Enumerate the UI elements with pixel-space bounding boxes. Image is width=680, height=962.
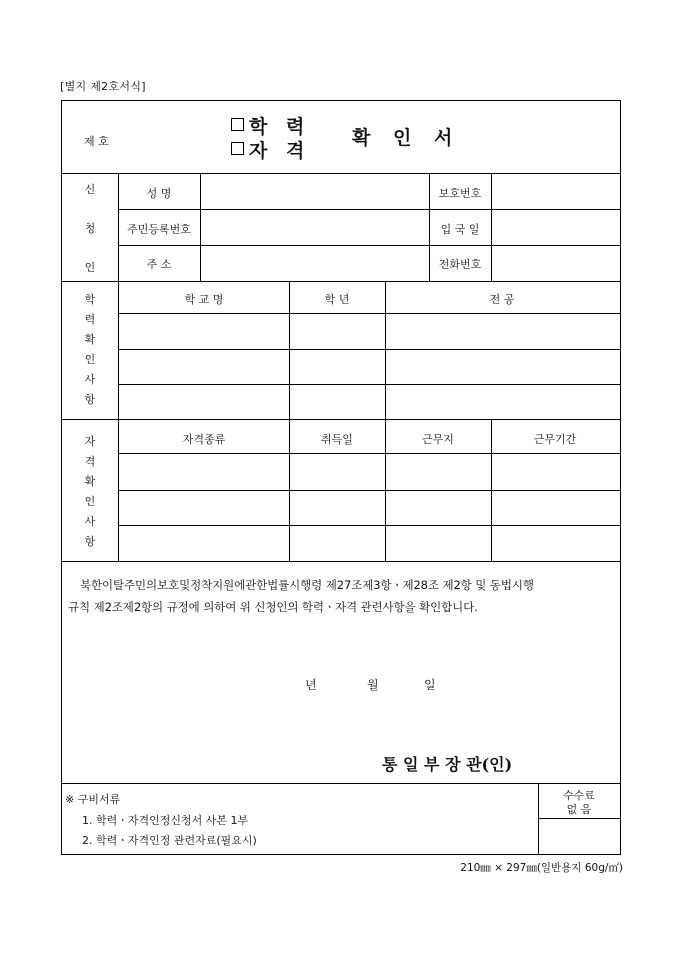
grade-header: 학 년 [324,293,350,306]
address-field[interactable] [201,246,428,280]
education-checkbox[interactable] [231,118,244,131]
protection-number-field[interactable] [492,174,619,208]
work-period-header: 근무기간 [533,433,577,446]
qualification-side-label-3: 확 [84,475,96,488]
confirmation-statement [68,574,616,618]
fee-label: 수수료 [563,789,595,802]
qualification-option-label: 자 격 [249,140,311,162]
id-number-label: 주민등록번호 [127,223,191,236]
date-day-label: 일 [424,678,436,692]
required-documents-title: ※ 구비서류 [65,793,121,806]
qualification-side-label-1: 자 [84,435,96,448]
education-side-label-5: 사 [84,373,96,386]
form-frame [61,100,621,855]
education-option-label: 학 력 [249,116,311,138]
date-month-label: 월 [367,678,379,692]
address-label: 주 소 [146,258,172,271]
workplace-header: 근무지 [422,433,454,446]
acquired-date-header: 취득일 [321,433,353,446]
education-side-label-4: 인 [84,353,96,366]
name-field[interactable] [201,174,428,208]
protection-number-label: 보호번호 [438,187,482,200]
document-title: 확 인 서 [352,127,461,149]
statement-line-2: 규칙 제2조제2항의 규정에 의하여 위 신청인의 학력ㆍ자격 관련사항을 확인합니다. [68,600,478,614]
required-document-item-2: 2. 학력ㆍ자격인정 관련자료(필요시) [82,834,257,847]
entry-date-field[interactable] [492,210,619,244]
qualification-side-label-4: 인 [84,495,96,508]
education-side-label-6: 항 [84,393,96,406]
fee-value: 없 음 [566,803,592,816]
id-number-field[interactable] [201,210,428,244]
required-document-item-1: 1. 학력ㆍ자격인정신청서 사본 1부 [82,814,249,827]
applicant-side-label-3: 인 [84,261,96,274]
signer-title: 통 일 부 장 관(인) [382,755,513,774]
form-label: [별지 제2호서식] [60,80,146,93]
qualification-type-header: 자격종류 [182,433,226,446]
qualification-side-label-5: 사 [84,515,96,528]
qualification-side-label-2: 격 [84,455,96,468]
statement-line-1: 북한이탈주민의보호및정착지원에관한법률시행령 제27조제3항ㆍ제28조 제2항 및 동법시행 [80,578,534,592]
phone-label: 전화번호 [438,258,482,271]
qualification-checkbox[interactable] [231,142,244,155]
number-label: 제 호 [84,135,109,148]
education-side-label-3: 확 [84,333,96,346]
applicant-side-label-1: 신 [84,183,96,196]
entry-date-label: 입 국 일 [440,223,480,236]
qualification-side-label-6: 항 [84,535,96,548]
date-year-label: 년 [305,678,317,692]
applicant-side-label-2: 청 [84,222,96,235]
school-name-header: 학 교 명 [184,293,224,306]
education-side-label-1: 학 [84,293,96,306]
name-label: 성 명 [146,187,172,200]
phone-field[interactable] [492,246,619,280]
education-side-label-2: 력 [84,313,96,326]
paper-spec: 210㎜ × 297㎜(일반용지 60g/㎡) [460,862,623,874]
major-header: 전 공 [489,293,515,306]
